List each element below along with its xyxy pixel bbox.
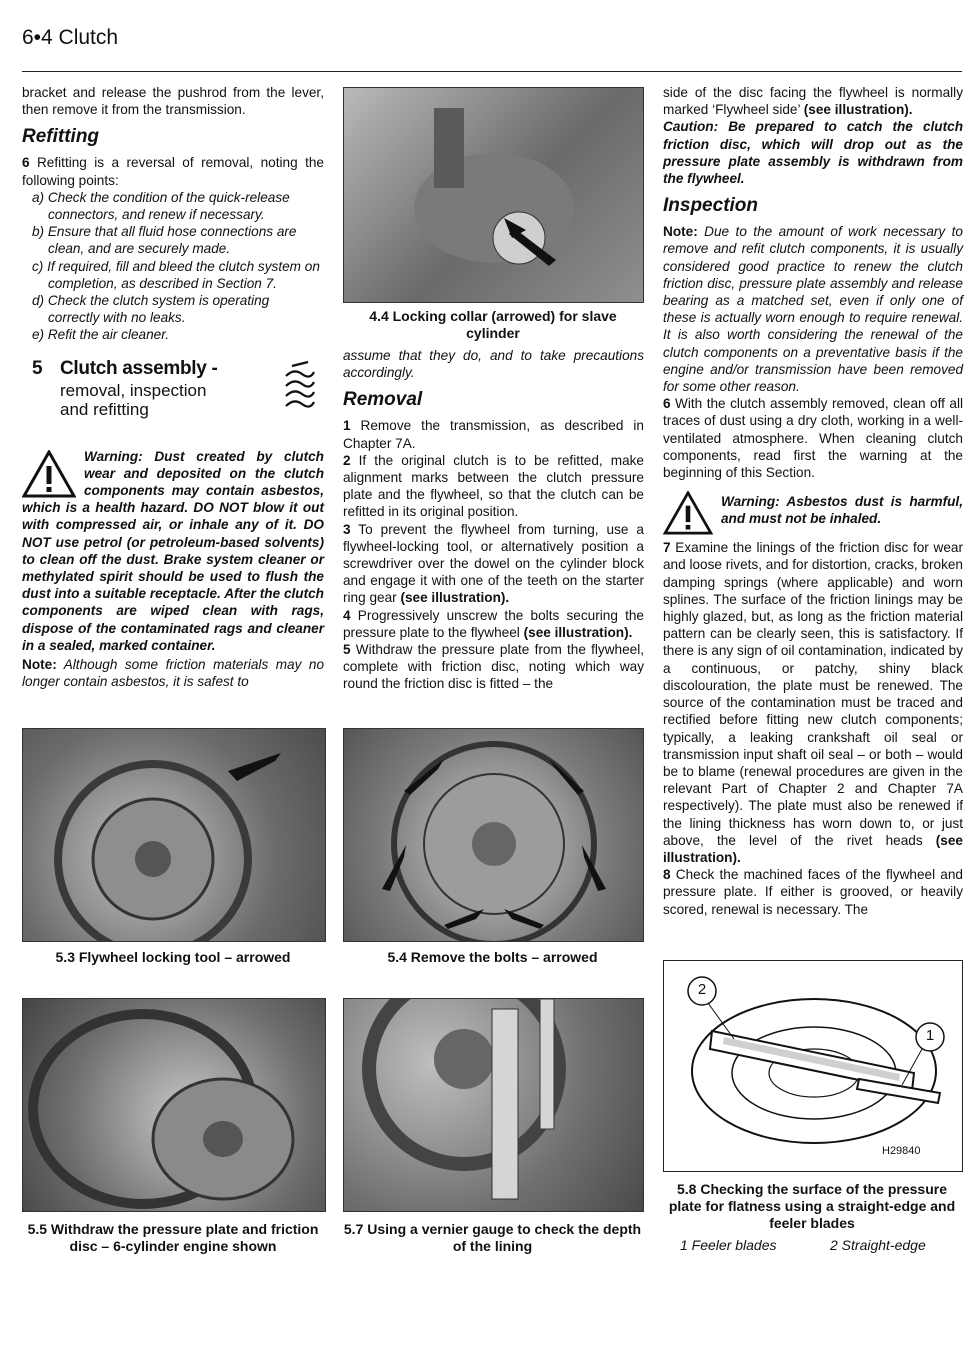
photo-slave-cylinder-illustration (344, 88, 643, 302)
paragraph-text: If the original clutch is to be refitted, make alignment marks between the clutch pressure plate and the flywheel, so that the clutch can be refitted in its original position. (343, 452, 644, 520)
paragraph-number: 5 (343, 642, 351, 658)
section-5-heading (22, 357, 324, 438)
section-title-line1: Clutch assembly - (60, 357, 218, 379)
column-1 (22, 84, 324, 690)
warning-box-2 (663, 489, 963, 533)
photo-vernier-gauge (343, 998, 644, 1212)
step-e: e) Refit the air cleaner. (32, 327, 170, 343)
page-header: 6•4 Clutch (22, 26, 119, 49)
step-b: b) Ensure that all fluid hose connections are clean, and are securely made. (32, 224, 297, 257)
paragraph-number: 1 (343, 418, 351, 434)
paragraph-text: Examine the linings of the friction disc for wear and loose rivets, and for distortion, cracks, broken damping springs (where applicable) and worn splines. The surface of the friction linings may be highly glazed, but, as long as the friction material pattern can be clearly seen, this is satisfactory. If there is any sign of oil contamination, indicated by a continuous, or patchy, shiny black discolouration, the plate must be renewed. The source of the contamination must be traced and rectified before fitting new clutch components; typically, a leaking crankshaft oil seal or transmission input shaft oil seal – or both – would be to blame (renewal procedures are given in the relevant Part of Chapter 2 and Chapter 7A respectively). The plate must also be renewed if the lining thickness has worn down to, or just above, the level of the rivet heads (663, 540, 963, 848)
warning-triangle-icon (663, 491, 713, 535)
paragraph-number: 6 (22, 155, 30, 171)
caption-5-7: 5.7 Using a vernier gauge to check the depth of the lining (343, 1221, 642, 1254)
paragraph-text: With the clutch assembly removed, clean off all traces of dust using a dry cloth, working in a well-ventilated atmosphere. When cleaning clutch components, read first the warning at the beginning of this Section. (663, 396, 963, 481)
paragraph-text: Progressively unscrew the bolts securing the pressure plate to the flywheel (343, 607, 644, 640)
photo-flywheel-locking-tool-illustration (23, 729, 325, 941)
paragraph-8 (663, 866, 963, 918)
illustration-ref: (see illustration). (400, 590, 510, 606)
photo-withdraw-pressure-plate (22, 998, 326, 1212)
paragraph-text: Remove the transmission, as described in Chapter 7A. (343, 418, 644, 451)
paragraph-number: 2 (343, 452, 351, 468)
warning-text: Warning: Asbestos dust is harmful, and must not be inhaled. (721, 494, 963, 527)
caption-5-4: 5.4 Remove the bolts – arrowed (387, 949, 598, 965)
diagram-pressure-plate (663, 960, 963, 1172)
section-title-line2: removal, inspection (60, 380, 207, 400)
illustration-ref: (see illustration). (523, 624, 633, 640)
legend-feeler-blades: 1 Feeler blades (680, 1237, 777, 1253)
illustration-ref: (see illustration). (663, 832, 963, 865)
section-number: 5 (32, 357, 43, 379)
note-label: Note: (663, 224, 698, 240)
caption-5-3: 5.3 Flywheel locking tool – arrowed (55, 949, 291, 965)
intro-text: bracket and release the pushrod from the lever, then remove it from the transmission. (22, 85, 324, 118)
diagram-label-1: 1 (925, 1027, 935, 1044)
note-text: Although some friction materials may no longer contain asbestos, it is safest to (22, 657, 324, 690)
photo-vernier-gauge-illustration (344, 999, 643, 1211)
diagram-code: H29840 (882, 1145, 921, 1157)
paragraph-text: Refitting is a reversal of removal, noting the following points: (22, 155, 324, 188)
paragraph-7 (663, 539, 963, 866)
paragraph-text: Withdraw the pressure plate from the flywheel, complete with friction disc, noting which way round the friction disc is fitted – the (343, 642, 644, 692)
note-label: Note: (22, 657, 57, 673)
paragraph-2 (343, 452, 644, 521)
photo-withdraw-pressure-plate-illustration (23, 999, 325, 1211)
paragraph-text: Check the machined faces of the flywheel and pressure plate. If either is grooved, or heavily scored, renewal is necessary. The (663, 867, 963, 917)
paragraph-6 (22, 154, 324, 188)
refitting-heading: Refitting (22, 126, 100, 148)
paragraph-6 (663, 395, 963, 481)
step-a: a) Check the condition of the quick-release connectors, and renew if necessary. (32, 189, 290, 223)
caption-5-5: 5.5 Withdraw the pressure plate and friction disc – 6-cylinder engine shown (27, 1221, 319, 1254)
paragraph-number: 7 (663, 540, 671, 556)
legend-straight-edge: 2 Straight-edge (830, 1237, 926, 1253)
caption-4-4: 4.4 Locking collar (arrowed) for slave cylinder (369, 308, 617, 341)
continued-text: side of the disc facing the flywheel is normally marked ‘Flywheel side’ (663, 85, 963, 118)
warning-triangle-icon (22, 450, 76, 498)
paragraph-text: To prevent the flywheel from turning, use a flywheel-locking tool, or alternatively position a screwdriver over the dowel on the cylinder block and engage it with one of the teeth on the starter ring gear (343, 521, 644, 606)
paragraph-number: 4 (343, 607, 351, 623)
photo-flywheel-locking-tool (22, 728, 326, 942)
photo-remove-bolts-illustration (344, 729, 643, 941)
caption-5-8: 5.8 Checking the surface of the pressure plate for flatness using a straight-edge and feeler blades (668, 1181, 956, 1231)
illustration-ref: (see illustration). (803, 102, 913, 118)
photo-remove-bolts (343, 728, 644, 942)
refitting-steps (22, 189, 324, 344)
column-3 (663, 84, 963, 918)
paragraph-number: 6 (663, 396, 671, 412)
inspection-heading: Inspection (663, 195, 759, 217)
section-title-line3: and refitting (60, 399, 149, 419)
header-rule (22, 71, 962, 72)
caution-text: Caution: Be prepared to catch the clutch friction disc, which will drop out as the pressure plate assembly is withdrawn from the flywheel. (663, 119, 963, 187)
note-text: Due to the amount of work necessary to remove and refit clutch components, it is usually considered good practice to renew the clutch friction disc, pressure plate assembly and release bearing as a matched set, even if only one of these is actually worn enough to require renewal. It is also worth considering the renewal of the clutch components on a preventative basis if the engine and/or transmission have been removed for some other reason. (663, 224, 963, 395)
diagram-label-2: 2 (697, 981, 707, 998)
photo-slave-cylinder (343, 87, 644, 303)
warning-box (22, 448, 324, 654)
column-2 (343, 347, 644, 693)
paragraph-1 (343, 417, 644, 451)
step-d: d) Check the clutch system is operating correctly with no leaks. (32, 293, 270, 326)
step-c: c) If required, fill and bleed the clutch system on completion, as described in Section 7. (32, 258, 320, 291)
paragraph-number: 3 (343, 521, 351, 537)
continued-text: assume that they do, and to take precautions accordingly. (343, 348, 644, 381)
difficulty-spanner-icon (282, 358, 318, 418)
removal-heading: Removal (343, 389, 423, 411)
paragraph-5 (343, 641, 644, 693)
paragraph-4 (343, 607, 644, 641)
paragraph-3 (343, 521, 644, 607)
warning-text: Warning: Dust created by clutch wear and deposited on the clutch components may contain asbestos, which is a health hazard. DO NOT blow it out with compressed air, or inhale any of it. DO NOT use petrol (or petroleum-based solvents) to clean off the dust. Brake system cleaner or methylated spirit should be used to flush the dust into a suitable receptacle. After the clutch components are wiped clean with rags, dispose of the contaminated rags and cleaner in a sealed, marked container. (22, 448, 324, 653)
paragraph-number: 8 (663, 867, 671, 883)
